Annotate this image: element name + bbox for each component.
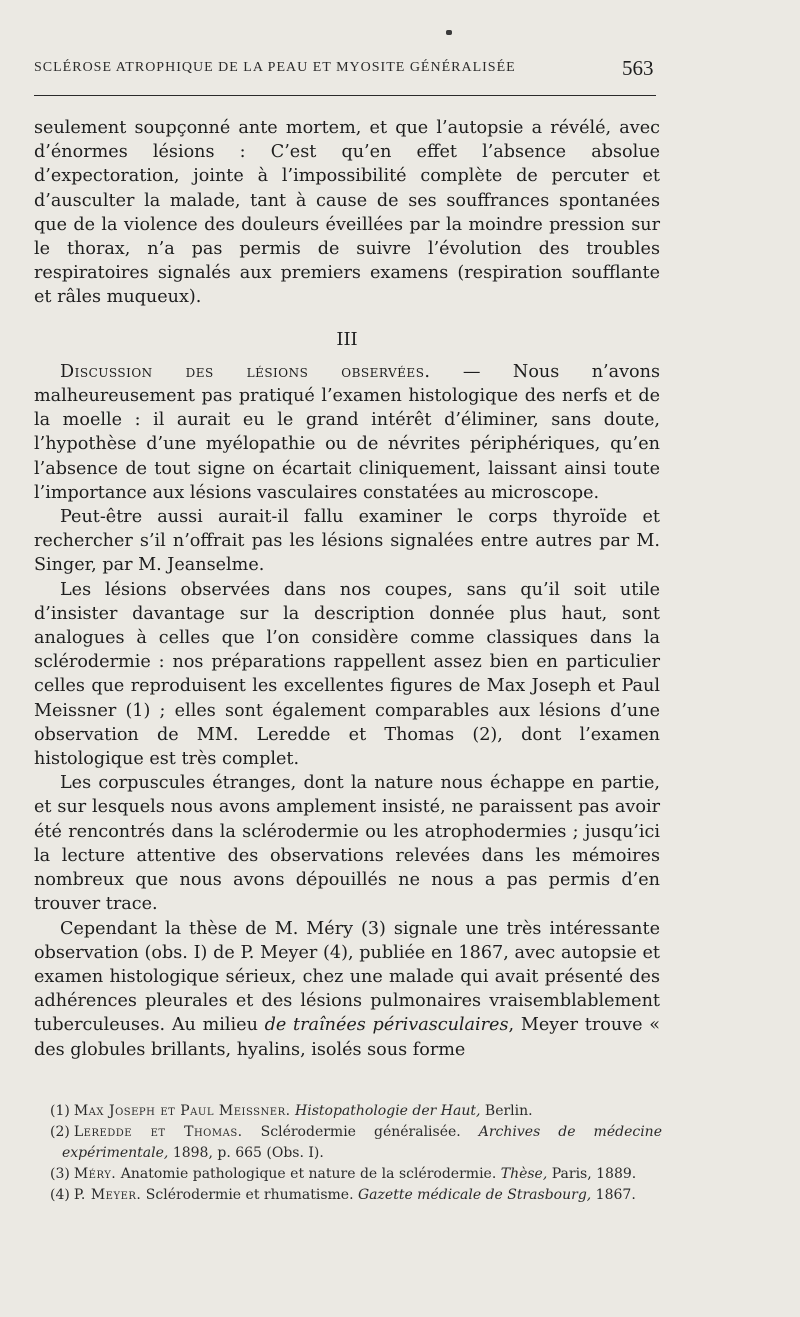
footnotes [50, 1101, 662, 1206]
footnote-title: Gazette médicale de Strasbourg, [358, 1187, 592, 1203]
paragraph-5: Les corpuscules étranges, dont la nature nous échappe en partie, et sur lesquels nous avons amplement insisté, ne paraissent pas avoir été rencontrés dans la sclérodermie ou les atrophodermies ; jusqu’ici la lecture attentive des observations relevées dans les mémoires nombreux que nous avons dépouillés ne nous a pas permis d’en trouver trace. [34, 773, 660, 915]
paragraph-2-text: — Nous n’avons malheureusement pas pratiqué l’examen histologique des nerfs et de la moelle : il aurait eu le grand intérêt d’éliminer, sans doute, l’hypothèse d’une myélopathie ou de névrites périphériques, qu’en l’absence de tout signe on écartait cliniquement, laissant ainsi toute l’importance aux lésions vasculaires constatées au microscope. [34, 361, 660, 503]
footnote-pre: Sclérodermie généralisée. [242, 1124, 479, 1140]
paragraph-6-italic: de traînées périvasculaires [264, 1015, 509, 1036]
footnote-2 [50, 1122, 662, 1164]
section-numeral: III [336, 328, 358, 350]
footnote-pre: Anatomie pathologique et nature de la sclérodermie. [116, 1166, 501, 1182]
header-rule [34, 95, 656, 96]
body-text [34, 116, 660, 1062]
ink-mark [446, 30, 452, 35]
footnote-author: Méry. [73, 1166, 117, 1182]
footnote-number: (3) [50, 1166, 70, 1182]
paragraph-4: Les lésions observées dans nos coupes, sans qu’il soit utile d’insister davantage sur la description donnée plus haut, sont analogues à celles que l’on considère comme classiques dans la sclérodermie : nos préparations rappellent assez bien en particulier celles que reproduisent les excellentes figures de Max Joseph et Paul Meissner (1) ; elles sont également comparables aux lésions d’une observation de MM. Leredde et Thomas (2), dont l’examen histologique est très complet. [34, 579, 660, 770]
footnote-number: (4) [50, 1187, 70, 1203]
footnote-rest: 1898, p. 665 (Obs. I). [168, 1145, 324, 1161]
footnote-4 [50, 1185, 662, 1206]
paragraph-3: Peut-être aussi aurait-il fallu examiner le corps thyroïde et rechercher s’il n’offrait pas les lésions signalées entre autres par M. Singer, par M. Jeanselme. [34, 507, 660, 576]
footnote-rest: Berlin. [480, 1103, 533, 1119]
footnote-3 [50, 1164, 662, 1185]
running-title: SCLÉROSE ATROPHIQUE DE LA PEAU ET MYOSITE GÉNÉRALISÉE [34, 60, 516, 75]
footnote-author: Max Joseph et Paul Meissner. [73, 1103, 291, 1119]
page-number: 563 [622, 56, 654, 80]
section-heading: Discussion des lésions observées. [60, 361, 431, 382]
footnote-pre: Sclérodermie et rhumatisme. [141, 1187, 358, 1203]
footnote-number: (2) [50, 1124, 70, 1140]
footnote-rest: 1867. [591, 1187, 636, 1203]
paragraph-6 [34, 917, 660, 1062]
footnote-1 [50, 1101, 662, 1122]
paragraph-6-start: Cependant la thèse de M. Méry (3) signale une très intéressante observation (obs. I) de P. Meyer (4), publiée en 1867, avec autopsie et examen histologique sérieux, chez une malade qui avait présenté des adhérences pleurales et des lésions pulmonaires vraisemblablement tuberculeuses. Au milieu [34, 918, 660, 1036]
paragraph-2 [34, 360, 660, 505]
footnote-author: P. Meyer. [73, 1187, 142, 1203]
paragraph-1: seulement soupçonné ante mortem, et que l’autopsie a révélé, avec d’énormes lésions : C’est qu’en effet l’absence absolue d’expectoration, jointe à l’impossibilité complète de percuter et d’ausculter la malade, tant à cause de ses souffrances spontanées que de la violence des douleurs éveillées par la moindre pression sur le thorax, n’a pas permis de suivre l’évolution des troubles respiratoires signalés aux premiers examens (respiration soufflante et râles muqueux). [34, 118, 660, 308]
footnote-title: Histopathologie der Haut, [295, 1103, 481, 1119]
footnote-title: Thèse, [500, 1166, 548, 1182]
footnote-number: (1) [50, 1103, 70, 1119]
footnote-title: Archives de médecine expérimentale, [62, 1124, 662, 1161]
footnote-rest: Paris, 1889. [547, 1166, 637, 1182]
footnote-author: Leredde et Thomas. [73, 1124, 243, 1140]
paragraph-6-end: , Meyer trouve « des globules brillants, hyalins, isolés sous forme [34, 1015, 661, 1060]
